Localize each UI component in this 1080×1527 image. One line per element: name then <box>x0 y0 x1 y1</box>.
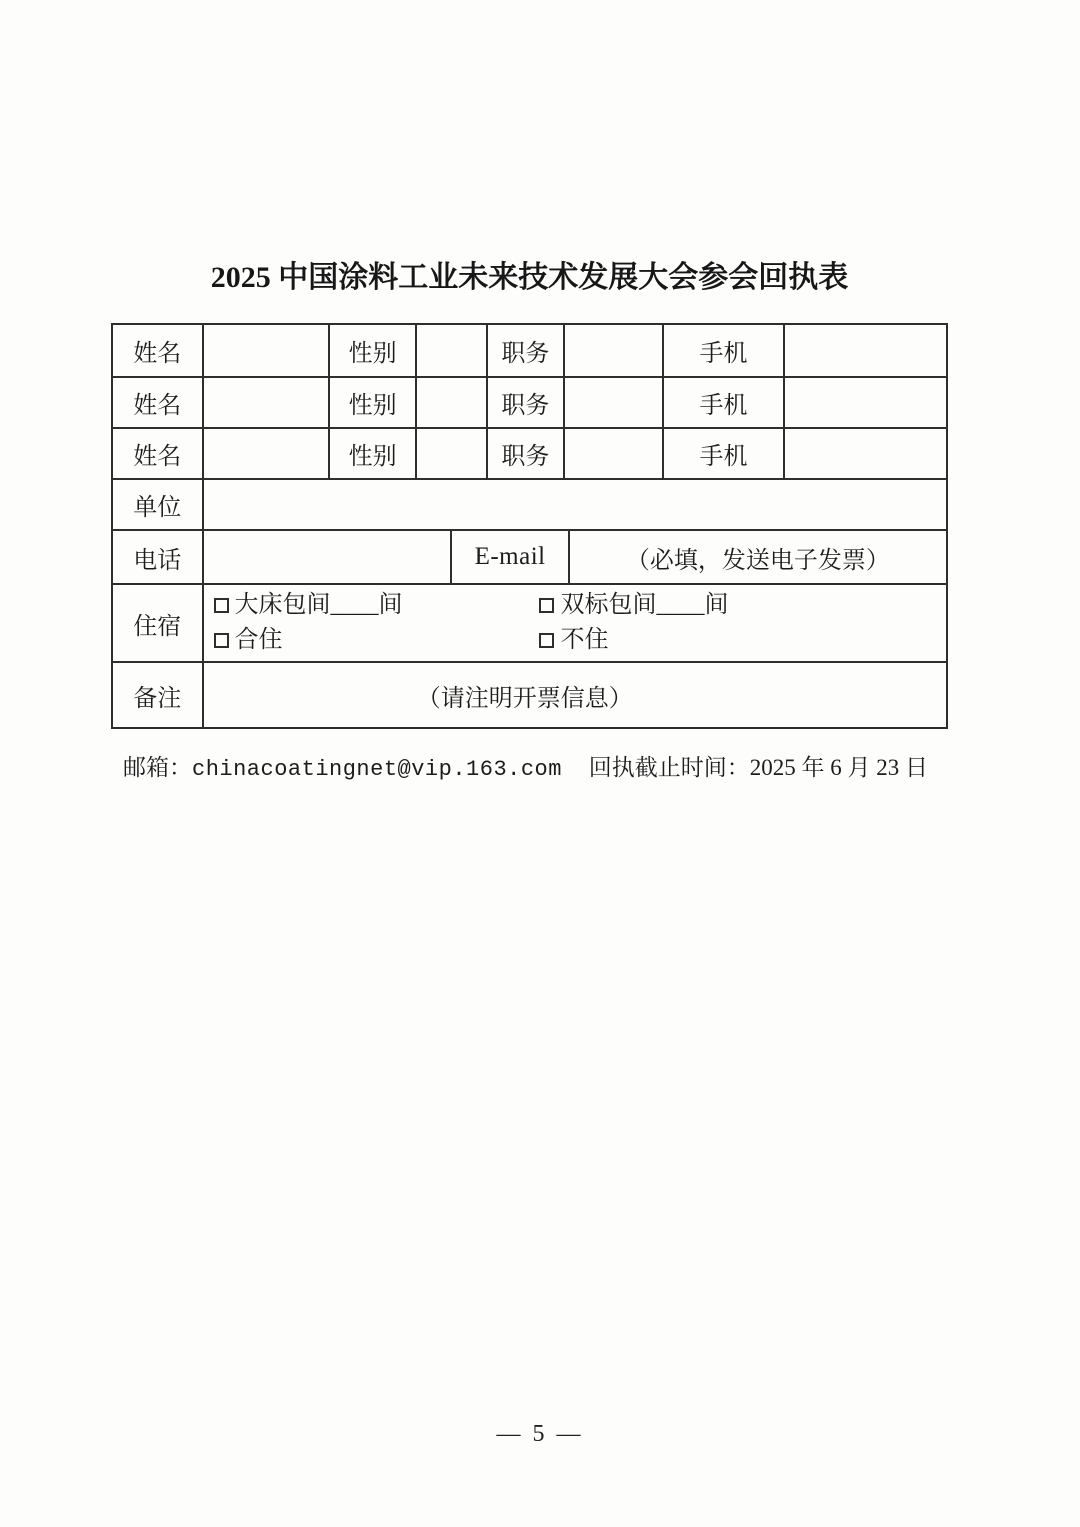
mobile-input-cell <box>783 429 946 478</box>
lodging-options-grid <box>214 588 946 658</box>
position-label: 职务 <box>486 325 563 376</box>
mobile-label: 手机 <box>662 429 782 478</box>
gender-input-cell <box>415 325 486 376</box>
checkbox-icon <box>539 598 554 613</box>
reply-deadline-value: 2025 年 6 月 23 日 <box>749 755 928 780</box>
gender-input-cell <box>415 378 486 427</box>
gender-label: 性别 <box>328 429 416 478</box>
contact-email-label: 邮箱： <box>123 755 192 780</box>
position-input-cell <box>563 325 663 376</box>
table-row-phone-email <box>113 529 946 583</box>
mobile-label: 手机 <box>662 378 782 427</box>
table-row-unit <box>113 478 946 529</box>
table-row-person-2 <box>113 376 946 427</box>
mobile-label: 手机 <box>662 325 782 376</box>
unit-input-cell <box>202 480 946 529</box>
contact-email-value: chinacoatingnet@vip.163.com <box>192 757 562 782</box>
gender-input-cell <box>415 429 486 478</box>
lodging-option-twin-room <box>539 588 946 623</box>
phone-input-cell <box>202 531 451 583</box>
table-row-remarks <box>113 661 946 727</box>
name-label: 姓名 <box>133 444 182 470</box>
name-label: 姓名 <box>133 341 182 367</box>
reply-deadline <box>589 749 948 782</box>
position-label: 职务 <box>486 429 563 478</box>
mobile-input-cell <box>783 378 946 427</box>
mobile-input-cell <box>783 325 946 376</box>
lodging-option-king-room <box>214 588 540 623</box>
position-input-cell <box>563 378 663 427</box>
position-input-cell <box>563 429 663 478</box>
lodging-option-no-stay <box>539 623 946 658</box>
remarks-label: 备注 <box>133 685 182 712</box>
lodging-option-label: 双标包间____间 <box>560 592 729 618</box>
lodging-label: 住宿 <box>133 613 182 640</box>
page-title: 2025 中国涂料工业未来技术发展大会参会回执表 <box>210 261 849 294</box>
page-number: — 5 — <box>496 1421 584 1447</box>
checkbox-icon <box>214 598 229 613</box>
email-label: E-mail <box>450 531 567 583</box>
name-input-cell <box>202 325 328 376</box>
remarks-note: （请注明开票信息） <box>202 663 946 727</box>
table-row-person-1 <box>113 325 946 376</box>
phone-label: 电话 <box>133 547 182 574</box>
lodging-option-label: 大床包间____间 <box>234 592 403 618</box>
lodging-option-label: 合住 <box>234 627 283 653</box>
footer-line <box>111 749 948 782</box>
checkbox-icon <box>214 633 229 648</box>
table-row-person-3 <box>113 427 946 478</box>
name-input-cell <box>202 429 328 478</box>
lodging-option-share-room <box>214 623 540 658</box>
email-required-note: （必填，发送电子发票） <box>568 531 946 583</box>
table-row-lodging <box>113 583 946 661</box>
position-label: 职务 <box>486 378 563 427</box>
contact-email <box>111 749 562 782</box>
registration-form-table <box>111 323 948 729</box>
lodging-option-label: 不住 <box>560 627 609 653</box>
lodging-options-cell <box>202 585 946 661</box>
reply-deadline-label: 回执截止时间： <box>588 755 750 780</box>
name-input-cell <box>202 378 328 427</box>
unit-label: 单位 <box>133 495 182 521</box>
name-label: 姓名 <box>133 393 182 419</box>
checkbox-icon <box>539 633 554 648</box>
gender-label: 性别 <box>328 325 416 376</box>
gender-label: 性别 <box>328 378 416 427</box>
